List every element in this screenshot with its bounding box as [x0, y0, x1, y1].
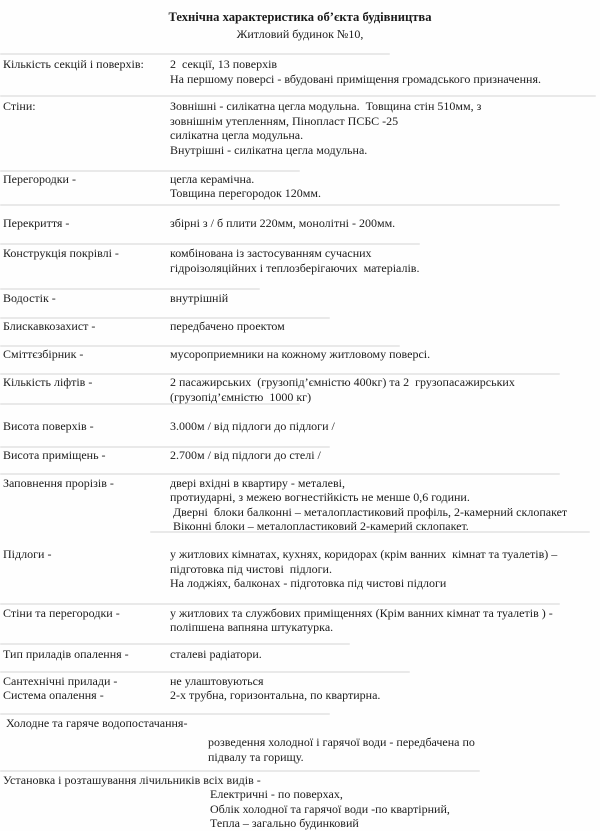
spec-table: [3, 57, 597, 831]
spec-value-line: внутрішній: [170, 290, 229, 305]
spec-value-line: комбінована із застосуванням сучасних: [170, 246, 372, 261]
spec-value: [170, 448, 597, 463]
spec-row-slabs: [3, 216, 597, 231]
spec-value: [170, 319, 597, 334]
spec-label: Висота поверхів -: [3, 418, 94, 433]
spec-value-line: 2-х трубна, горизонтальна, по квартирна.: [170, 688, 381, 703]
spec-value-line: передбачено проектом: [170, 319, 285, 334]
spec-label: Висота приміщень -: [3, 448, 106, 463]
spec-row-floor-height: [3, 419, 597, 434]
spec-label: Блискавкозахист -: [3, 319, 96, 334]
spec-row-openings: [3, 476, 597, 534]
spec-row-floors-finish: [3, 547, 597, 591]
spec-value-line: зовнішнім утепленням, Пінопласт ПСБС -25: [170, 113, 399, 128]
spec-value-line: протиударні, з межею вогнестійкість не менше 0,6 години.: [170, 490, 470, 505]
spec-row-meters: [3, 773, 597, 831]
spec-label: Установка і розташування лічильників всіх видів -: [3, 772, 261, 787]
spec-value: [170, 172, 597, 201]
spec-value: [170, 291, 597, 306]
spec-value-line: розведення холодної і гарячої води - передбачена по: [208, 735, 475, 750]
spec-value-line: у житлових кімнатах, кухнях, коридорах (крім ванних кімнат та туалетів) –: [170, 547, 558, 562]
spec-row-lightning-protection: [3, 319, 597, 334]
spec-value: [170, 476, 597, 534]
spec-row-sanitary: [3, 674, 597, 689]
spec-value: [170, 99, 597, 157]
spec-label: Перегородки -: [3, 171, 76, 186]
spec-row-drainage: [3, 291, 597, 306]
spec-label: Сміттєзбірник -: [3, 346, 84, 361]
spec-value-line: Внутрішні - силікатна цегла модульна.: [170, 142, 368, 157]
spec-label: Тип приладів опалення -: [3, 647, 129, 662]
spec-row-garbage: [3, 347, 597, 362]
spec-row-partitions: [3, 172, 597, 201]
spec-value-line: (грузопід’ємністю 1000 кг): [170, 389, 312, 404]
spec-value: [170, 347, 597, 362]
spec-value-line: Тепла – загально будинковий: [210, 816, 359, 831]
spec-value: [170, 216, 597, 231]
spec-row-sections-floors: [3, 57, 597, 86]
spec-label: Стіни та перегородки -: [3, 605, 120, 620]
scan-artifact-line: [0, 53, 390, 55]
spec-value-line: Облік холодної та гарячої води -по квартірний,: [210, 801, 450, 816]
spec-row-elevators: [3, 375, 597, 404]
spec-value: [170, 375, 597, 404]
spec-value-line: 2.700м / від підлоги до стелі /: [170, 448, 321, 463]
spec-value: [170, 419, 597, 434]
spec-label: Кількість секцій і поверхів:: [3, 57, 144, 71]
spec-row-walls-partitions-finish: [3, 606, 597, 635]
spec-value: [208, 735, 597, 764]
spec-value-line: збірні з / б плити 220мм, монолітні - 200мм.: [170, 215, 396, 230]
spec-label: Перекриття -: [3, 215, 70, 230]
spec-label: Заповнення прорізів -: [3, 475, 114, 490]
spec-label: Система опалення -: [3, 688, 104, 703]
spec-value: [210, 787, 597, 831]
spec-value: [170, 606, 597, 635]
spec-value: [170, 688, 597, 703]
spec-label: Водостік -: [3, 290, 56, 305]
spec-value-line: На лоджіях, балконах - підготовка під чистові підлоги: [170, 576, 447, 591]
spec-value-line: 2 секції, 13 поверхів: [170, 57, 278, 71]
spec-row-walls: [3, 99, 597, 157]
spec-value-line: Дверні блоки балконні – металопластиковий профіль, 2-камерний склопакет: [170, 504, 568, 519]
spec-value-line: підвалу та горищу.: [208, 750, 304, 764]
spec-label: Кількість ліфтів -: [3, 375, 93, 390]
spec-label: Стіни:: [3, 99, 36, 114]
spec-label: Підлоги -: [3, 547, 52, 562]
spec-value-line: силікатна цегла модульна.: [170, 128, 304, 143]
spec-value-line: мусороприемники на кожному житловому поверсі.: [170, 346, 431, 361]
spec-value: [170, 246, 597, 275]
spec-value-line: 3.000м / від підлоги до підлоги /: [170, 418, 335, 433]
spec-value-line: Зовнішні - силікатна цегла модульна. Товщина стін 510мм, з: [170, 99, 482, 114]
spec-value: [170, 647, 597, 662]
spec-value-line: двері вхідні в квартиру - металеві,: [170, 475, 345, 490]
spec-value: [170, 547, 597, 591]
spec-row-room-height: [3, 448, 597, 463]
document-title: Технічна характеристика об’єкта будівництва: [168, 10, 432, 24]
spec-label: Конструкція покрівлі -: [3, 246, 119, 261]
spec-row-roof: [3, 246, 597, 275]
document-subtitle: Житловий будинок №10,: [236, 27, 364, 41]
spec-value-line: поліпшена вапняна штукатурка.: [170, 620, 334, 635]
spec-value: [170, 674, 597, 689]
spec-value-line: у житлових та службових приміщеннях (Крім ванних кімнат та туалетів ) -: [170, 605, 553, 620]
spec-value-line: Електричні - по поверхах,: [210, 787, 343, 802]
spec-row-heating-devices: [3, 647, 597, 662]
spec-value-line: гідроізоляційних і теплозберігаючих матеріалів.: [170, 260, 420, 275]
spec-value-line: На першому поверсі - вбудовані приміщення громадського призначення.: [170, 71, 541, 86]
spec-label: Холодне та гаряче водопостачання-: [3, 715, 188, 730]
spec-value-line: підготовка під чистові підлоги.: [170, 561, 332, 576]
spec-value-line: цегла керамічна.: [170, 171, 255, 186]
spec-value-line: не улаштовуються: [170, 673, 264, 688]
spec-row-water-supply: [3, 716, 597, 765]
spec-label: Сантехнічні прилади -: [3, 673, 118, 688]
spec-value-line: Товщина перегородок 120мм.: [170, 186, 321, 201]
spec-value-line: Віконні блоки – металопластиковий 2-камерий склопакет.: [170, 519, 469, 534]
spec-value-line: сталеві радіатори.: [170, 647, 262, 662]
spec-value-line: 2 пасажирських (грузопід’ємністю 400кг) та 2 грузопасажирських: [170, 375, 515, 390]
spec-row-heating-system: [3, 688, 597, 703]
spec-value: [170, 57, 597, 86]
